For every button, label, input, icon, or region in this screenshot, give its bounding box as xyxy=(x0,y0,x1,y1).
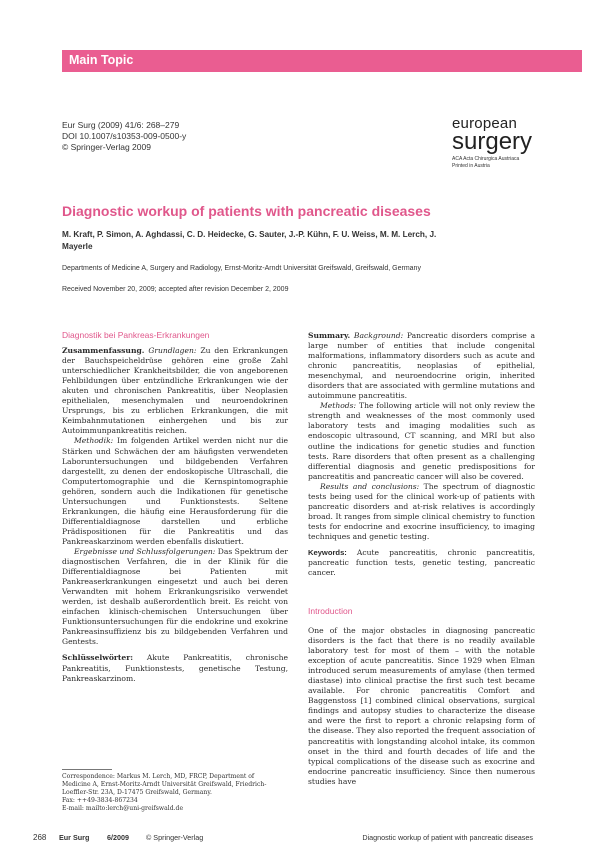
logo-sub1: ACA Acta Chirurgica Austriaca xyxy=(452,156,520,162)
running-title: Diagnostic workup of patient with pancreatic diseases xyxy=(362,833,533,842)
german-methods-paragraph xyxy=(62,436,288,547)
doi: DOI 10.1007/s10353-009-0500-y xyxy=(62,130,187,141)
german-keywords-text: Akute Pankreatitis, chronische Pankreatitis, Funktionstests, genetische Testung, Pankreaskarzinom. xyxy=(62,653,288,683)
section-banner xyxy=(62,50,582,72)
copyright: © Springer-Verlag 2009 xyxy=(62,141,151,152)
german-abstract xyxy=(62,330,289,684)
german-methods-label: Methodik: xyxy=(74,436,114,446)
german-results-paragraph xyxy=(62,547,288,647)
english-background-paragraph xyxy=(308,331,535,401)
introduction-paragraph: One of the major obstacles in diagnosing pancreatic disorders is the fact that there is no readily available laboratory test for most of them – with the notable exception of acute pancreatitis. Since 1929 when Elman introduced serum measurements of amylase (then termed diastase) into clinical practise the first such test became available. For chronic pancreatitis Comfort and Baggenstoss [1] combined clinical observations, surgical findings and autopsy studies to characterize the disease and were the first to report a chronic relapsing form of the disease. They also reported the frequent association of pancreatitis with longstanding alcohol intake, its common onset in the third and fourth decades of life and the typical complications of the disease such as exocrine and endocrine pancreatic insufficiency. Since then numerous studies have xyxy=(308,626,535,786)
english-methods-paragraph xyxy=(308,401,535,481)
author-list: M. Kraft, P. Simon, A. Aghdassi, C. D. Heidecke, G. Sauter, J.-P. Kühn, F. U. Weiss, M. M. Lerch, J. Mayerle xyxy=(62,230,437,251)
footer-issue: 6/2009 xyxy=(107,833,129,842)
introduction-heading: Introduction xyxy=(308,606,353,616)
correspondence-fax: Fax: ++49-3834-867234 xyxy=(62,797,138,804)
logo-sub2: Printed in Austria xyxy=(452,162,490,169)
affiliation: Departments of Medicine A, Surgery and Radiology, Ernst-Moritz-Arndt Universität Greifswald, Greifswald, Germany xyxy=(62,265,421,272)
logo-line2: surgery xyxy=(452,128,533,155)
footer-journal: Eur Surg xyxy=(59,833,90,842)
german-methods-text: Im folgenden Artikel werden nicht nur die Stärken und Schwächen der am häufigsten verwendeten Laboruntersuchungen und bildgebenden Verfahren dargestellt, zu denen der endoskopische Ultraschall, die Computertomographie und die Kernspintomographie gehören, sondern auch die Indikationen für genetische Untersuchungen und Funktionstests. Seltene Erkrankungen, die häufig eine Herausforderung für die Differentialdiagnose darstellen und erbliche Prädispositionen für die Pankreatitis und das Pankreaskarzinom werden ebenfalls diskutiert. xyxy=(62,436,288,546)
german-keywords-label: Schlüsselwörter: xyxy=(62,653,134,663)
correspondence-email[interactable]: E-mail: mailto:lerch@uni-greifswald.de xyxy=(62,805,184,812)
citation-block xyxy=(62,120,186,152)
english-abstract xyxy=(308,331,535,578)
german-results-text: Das Spektrum der diagnostischen Verfahren, die in der Klinik für die Differentialdiagnose bei Patienten mit Pankreaserkrankungen eingesetzt und auch bei deren Verwandten mit hohem Erkrankungsrisiko verwendet werden, ist deshalb außerordentlich breit. Es reicht von einfachen klinisch-chemischen Untersuchungen über Funktionsuntersuchungen für die endokrine und exokrine Pankreasinsuffizienz bis zu bildgebenden Verfahren und Gentests. xyxy=(62,546,289,647)
introduction-body xyxy=(308,626,535,787)
english-keywords xyxy=(308,548,535,578)
english-keywords-label: Keywords: xyxy=(308,547,347,557)
german-keywords xyxy=(62,653,288,683)
english-background-text: Pancreatic disorders comprise a large number of entities that include congenital malformations, inflammatory disorders such as acute and chronic pancreatitis, neoplasias of epithelial, mesenchymal, and neuroendocrine origin, inherited disorders that are associated with germline mutations and autoimmune pancreatitis. xyxy=(308,331,535,401)
german-heading: Diagnostik bei Pankreas-Erkrankungen xyxy=(62,330,210,340)
correspondence-note xyxy=(62,773,284,813)
citation: Eur Surg (2009) 41/6: 268–279 xyxy=(62,120,180,130)
page-footer xyxy=(0,833,595,845)
correspondence-address: Correspondence: Markus M. Lerch, MD, FRCP, Department of Medicine A, Ernst-Moritz-Arndt Universität Greifswald, Friedrich-Loeffler-Str. 23A, D-17475 Greifswald, Germany. xyxy=(62,773,267,796)
footnote-rule xyxy=(62,769,112,770)
section-label: Main Topic xyxy=(69,53,134,67)
footer-publisher: © Springer-Verlag xyxy=(146,833,204,842)
german-background-paragraph xyxy=(62,346,288,436)
english-methods-label: Methods: xyxy=(320,401,357,411)
english-summary-label: Summary. xyxy=(308,331,351,340)
english-results-label: Results and conclusions: xyxy=(320,481,420,491)
german-background-label: Grundlagen: xyxy=(148,346,197,356)
german-summary-label: Zusammenfassung. xyxy=(62,346,145,356)
german-background-text: Zu den Erkrankungen der Bauchspeicheldrüse gehören eine große Zahl unterschiedlicher Krankheitsbilder, die von angeborenen Fehlbildungen über entzündliche Erkrankungen wie der akuten und chronischen Pankreatitis, über Neoplasien epithelialen, mesenchymalen und neuroendokrinen Ursprungs, bis zu erblichen Erkrankungen, die mit Keimbahnmutationen einhergehen und bis zur Autoimmunpankreatitis reichen. xyxy=(62,346,288,436)
english-methods-text: The following article will not only review the strength and weaknesses of the most commonly used laboratory tests and imaging modalities such as endoscopic ultrasound, CT scanning, and MRI but also outline the indications for genetic studies and function tests. Rare disorders that often present as a challenging differential diagnosis and genetic predispositions for pancreatitis and pancreatic cancer will also be covered. xyxy=(308,401,535,481)
german-results-label: Ergebnisse und Schlussfolgerungen: xyxy=(74,546,216,556)
english-keywords-text: Acute pancreatitis, chronic pancreatitis, pancreatic function tests, genetic testing, pancreatic cancer. xyxy=(308,547,535,578)
english-results-text: The spectrum of diagnostic tests being used for the clinical work-up of patients with pancreatic disorders and at-risk relatives is accordingly broad. It ranges from simple clinical chemistry to function tests for endocrine and exocrine insufficiency, to imaging techniques and genetic testing. xyxy=(308,481,535,541)
logo-line1: european xyxy=(452,115,517,132)
english-background-label: Background: xyxy=(353,331,404,340)
english-results-paragraph xyxy=(308,482,535,542)
page-number: 268 xyxy=(33,833,47,842)
journal-logo xyxy=(452,116,544,169)
article-title: Diagnostic workup of patients with pancreatic diseases xyxy=(62,203,431,219)
received-date: Received November 20, 2009; accepted after revision December 2, 2009 xyxy=(62,286,289,293)
